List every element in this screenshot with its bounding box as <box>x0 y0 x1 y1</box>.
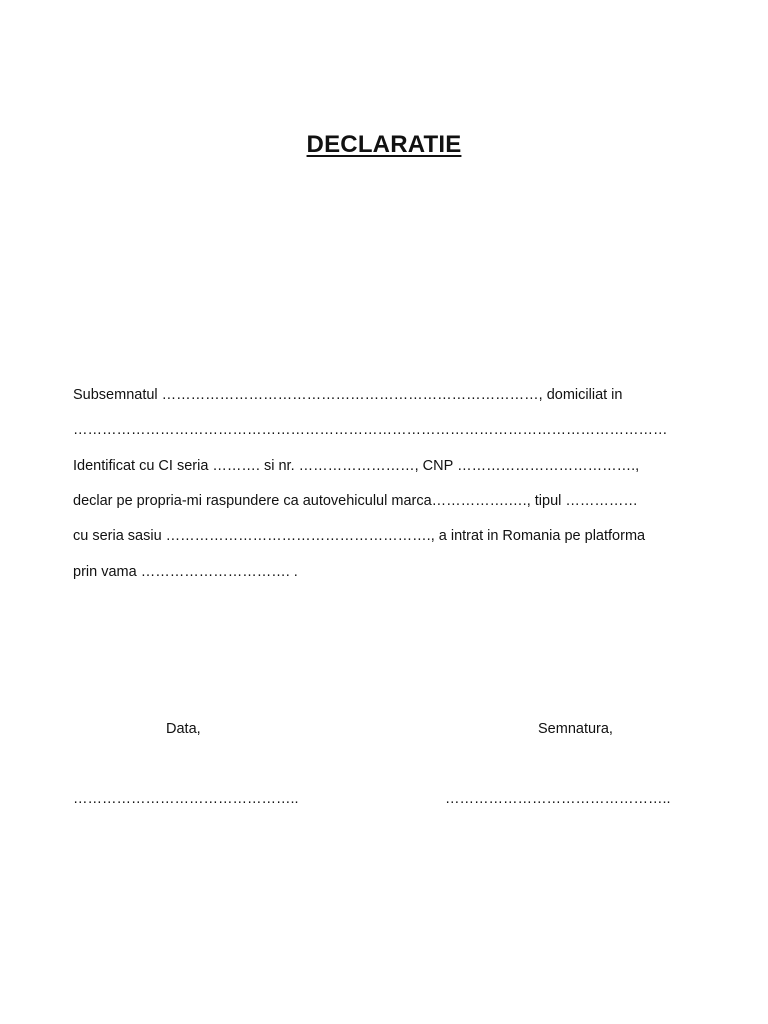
address-line: …………………………………………………………………………………………………………… <box>73 422 668 438</box>
declarant-name-line: Subsemnatul ……………………………………………………………………, domiciliat in <box>73 387 623 403</box>
signature-fill-line: ……………………………………….. <box>445 791 671 807</box>
vehicle-brand-line: declar pe propria-mi raspundere ca autovehiculul marca…………….…., tipul …………… <box>73 493 638 509</box>
id-card-line: Identificat cu CI seria ………. si nr. ……………………, CNP ………………………………., <box>73 458 640 474</box>
document-title: DECLARATIE <box>306 131 462 158</box>
chassis-series-line: cu seria sasiu ………………………………………………., a intrat in Romania pe platforma <box>73 528 646 544</box>
date-label: Data, <box>166 721 201 737</box>
customs-line: prin vama …………………………. . <box>73 564 298 580</box>
signature-label: Semnatura, <box>538 721 613 737</box>
date-fill-line: ……………………………………….. <box>73 791 299 807</box>
